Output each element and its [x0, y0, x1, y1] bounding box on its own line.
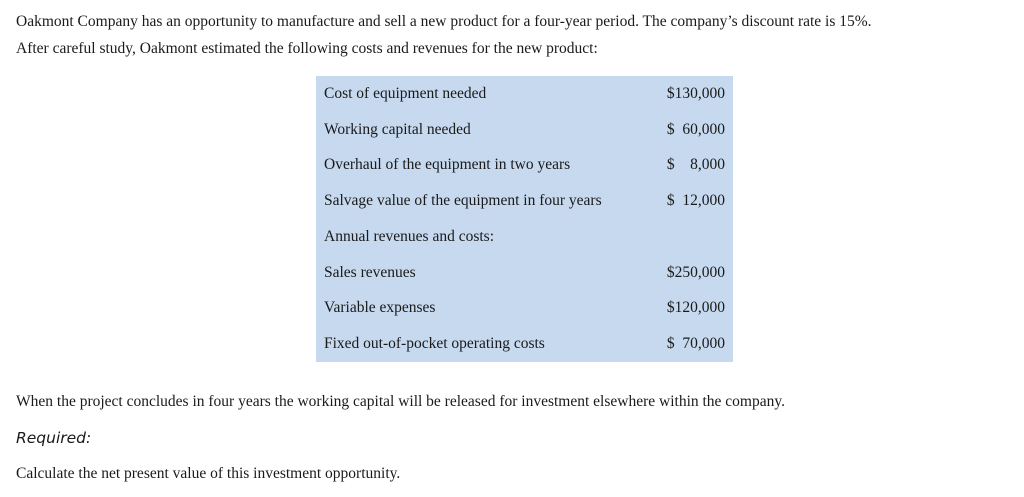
intro-paragraph — [16, 8, 1016, 62]
row-label: Annual revenues and costs: — [324, 227, 495, 245]
cost-revenue-table — [316, 76, 733, 362]
conclusion-text: When the project concludes in four years the working capital will be released for investment elsewhere within the company. — [16, 393, 785, 410]
table-row — [316, 291, 733, 327]
row-label: Fixed out-of-pocket operating costs — [324, 335, 545, 353]
table-row — [316, 255, 733, 291]
required-heading: Required: — [16, 429, 92, 447]
row-amount: $130,000 — [666, 84, 725, 102]
row-amount: $ 12,000 — [666, 192, 725, 210]
row-label: Cost of equipment needed — [324, 84, 487, 102]
row-amount: $ 70,000 — [666, 335, 725, 353]
row-amount: $250,000 — [666, 263, 725, 281]
intro-line-1: Oakmont Company has an opportunity to manufacture and sell a new product for a four-year period. The company’s discount rate is 15%. — [16, 13, 872, 30]
row-amount: $ 60,000 — [666, 120, 725, 138]
row-amount: $120,000 — [666, 299, 725, 317]
row-label: Variable expenses — [324, 299, 436, 317]
row-amount: $ 8,000 — [666, 156, 725, 174]
table-row — [316, 326, 733, 362]
row-amount — [655, 219, 733, 255]
instruction-text: Calculate the net present value of this investment opportunity. — [16, 465, 401, 482]
table-row — [316, 148, 733, 184]
row-label: Overhaul of the equipment in two years — [324, 156, 571, 174]
row-label: Sales revenues — [324, 263, 416, 281]
table-row — [316, 76, 733, 112]
table-row — [316, 183, 733, 219]
row-label: Working capital needed — [324, 120, 471, 138]
table-row — [316, 112, 733, 148]
row-label: Salvage value of the equipment in four years — [324, 192, 602, 210]
intro-line-2: After careful study, Oakmont estimated the following costs and revenues for the new product: — [16, 40, 598, 57]
table-section-header — [316, 219, 733, 255]
